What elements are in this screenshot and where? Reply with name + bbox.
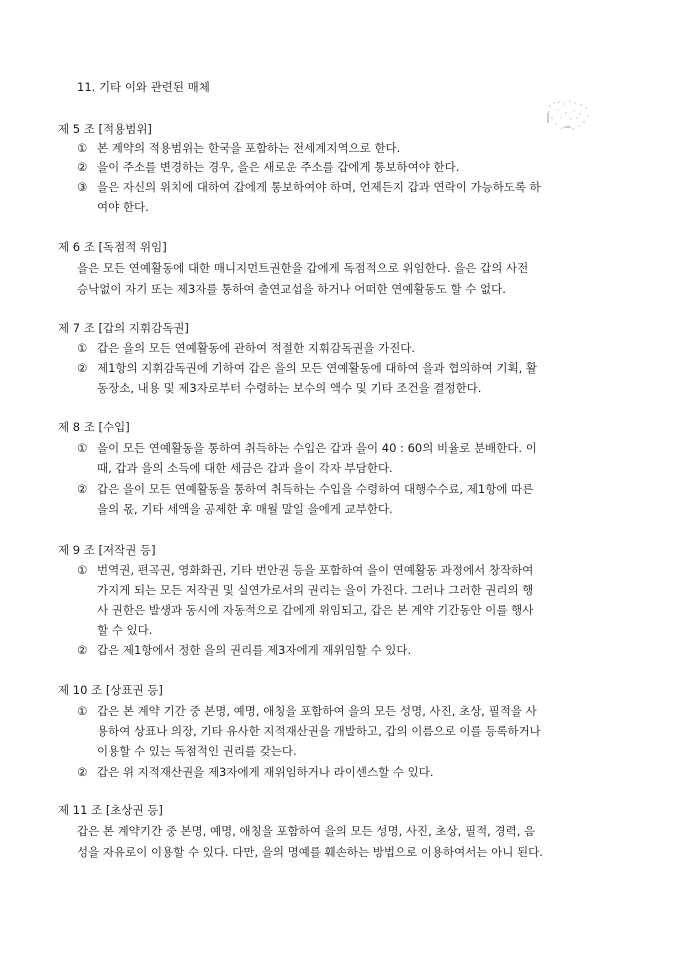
article-6-line-1 <box>77 261 528 276</box>
line-text: 승낙없이 자기 또는 제3자를 통하여 출연교섭을 하거나 어떠한 연예활동도 할 수 없다. <box>77 282 506 296</box>
item-number: ① <box>77 704 88 718</box>
stamp-mark <box>546 98 592 134</box>
article-7-line-1 <box>77 341 415 356</box>
line-text: 갑은 본 계약기간 중 본명, 예명, 애칭을 포함하여 을의 모든 성명, 사진, 초상, 필적, 경력, 음 <box>77 824 536 838</box>
line-text: 갑은 을의 모든 연예활동에 관하여 적절한 지휘감독권을 가진다. <box>97 341 416 355</box>
article-9-line-1 <box>77 563 533 578</box>
article-9-line-2 <box>97 583 533 598</box>
line-text: 갑은 제1항에서 정한 을의 권리를 제3자에게 재위임할 수 있다. <box>97 643 412 657</box>
item-number: ② <box>77 160 88 174</box>
item-number: ③ <box>77 180 88 194</box>
article-8-line-4 <box>97 502 393 517</box>
top-item <box>77 80 210 95</box>
article-7-title: 제 7 조 [갑의 지휘감독권] <box>58 321 189 335</box>
line-text: 동장소, 내용 및 제3자로부터 수령하는 보수의 액수 및 기타 조건을 결정한다. <box>97 381 482 395</box>
article-8-line-1 <box>77 441 537 456</box>
line-text: 성을 자유로이 이용할 수 있다. 다만, 을의 명예를 훼손하는 방법으로 이용하여서는 아니 된다. <box>77 845 543 859</box>
line-text: 을은 자신의 위치에 대하여 갑에게 통보하여야 하며, 언제든지 갑과 연락이 가능하도록 하 <box>97 180 541 194</box>
line-text: 갑은 본 계약 기간 중 본명, 예명, 애칭을 포함하여 을의 모든 성명, 사진, 초상, 필적을 사 <box>97 704 537 718</box>
line-text: 본 계약의 적용범위는 한국을 포함하는 전세계지역으로 한다. <box>97 141 401 155</box>
line-text: 갑은 위 지적재산권을 제3자에게 재위임하거나 라이센스할 수 있다. <box>97 765 434 779</box>
article-9-line-4 <box>97 623 152 638</box>
article-6-line-2 <box>77 282 506 297</box>
article-5-title: 제 5 조 [적용범위] <box>58 122 152 136</box>
line-text: 여야 한다. <box>97 200 149 214</box>
line-text: 이용할 수 있는 독점적인 권리를 갖는다. <box>97 744 297 758</box>
item-number: ① <box>77 341 88 355</box>
article-7-line-3 <box>97 381 481 396</box>
item-number: ① <box>77 141 88 155</box>
line-text: 번역권, 편곡권, 영화화권, 기타 번안권 등을 포함하여 을이 연예활동 과정에서 창작하여 <box>97 563 534 577</box>
line-text: 제1항의 지휘감독권에 기하여 갑은 을의 모든 연예활동에 대하여 을과 협의하여 기획, 활 <box>97 361 537 375</box>
article-11-title: 제 11 조 [초상권 등] <box>58 803 163 817</box>
line-text: 을은 모든 연예활동에 대한 매니지먼트권한을 갑에게 독점적으로 위임한다. 을은 갑의 사전 <box>77 261 529 275</box>
article-9-line-5 <box>77 643 411 658</box>
article-5-line-1 <box>77 141 400 156</box>
article-8-line-2 <box>97 461 393 476</box>
line-text: 용하여 상표나 의장, 기타 유사한 지적재산권을 개발하고, 갑의 이름으로 이를 등록하거나 <box>97 724 541 738</box>
line-text: 사 권한은 발생과 동시에 자동적으로 갑에게 위임되고, 갑은 본 계약 기간동안 이를 행사 <box>97 603 534 617</box>
item-number: ② <box>77 482 88 496</box>
article-5-line-3 <box>77 180 541 195</box>
item-number: ② <box>77 361 88 375</box>
line-text: 을의 몫, 기타 세액을 공제한 후 매월 말일 을에게 교부한다. <box>97 502 393 516</box>
article-8-line-3 <box>77 482 533 497</box>
item-number: ② <box>77 765 88 779</box>
article-5-line-2 <box>77 160 459 175</box>
article-10-line-2 <box>97 724 541 739</box>
item-number: ① <box>77 441 88 455</box>
article-11-line-1 <box>77 824 535 839</box>
top-item-text: 11. 기타 이와 관련된 매체 <box>77 80 210 94</box>
article-6-title: 제 6 조 [독점적 위임] <box>58 240 167 254</box>
line-text: 가지게 되는 모든 저작권 및 실연가로서의 권리는 을이 가진다. 그러나 그러한 권리의 행 <box>97 583 534 597</box>
article-10-line-4 <box>77 765 434 780</box>
article-9-line-3 <box>97 603 533 618</box>
line-text: 할 수 있다. <box>97 623 153 637</box>
item-number: ② <box>77 643 88 657</box>
article-10-line-1 <box>77 704 537 719</box>
line-text: 갑은 을이 모든 연예활동을 통하여 취득하는 수입을 수령하여 대행수수료, 제1항에 따른 <box>97 482 534 496</box>
item-number: ① <box>77 563 88 577</box>
article-5-line-4 <box>97 200 149 215</box>
article-7-line-2 <box>77 361 537 376</box>
article-11-line-2 <box>77 845 543 860</box>
line-text: 을이 주소를 변경하는 경우, 을은 새로운 주소를 갑에게 통보하여야 한다. <box>97 160 460 174</box>
line-text: 을이 모든 연예활동을 통하여 취득하는 수입은 갑과 을이 40 : 60의 비율로 분배한다. 이 <box>97 441 537 455</box>
article-8-title: 제 8 조 [수입] <box>58 420 130 434</box>
line-text: 때, 갑과 을의 소득에 대한 세금은 갑과 을이 각자 부담한다. <box>97 461 393 475</box>
article-10-title: 제 10 조 [상표권 등] <box>58 683 163 697</box>
article-10-line-3 <box>97 744 297 759</box>
article-9-title: 제 9 조 [저작권 등] <box>58 543 156 557</box>
